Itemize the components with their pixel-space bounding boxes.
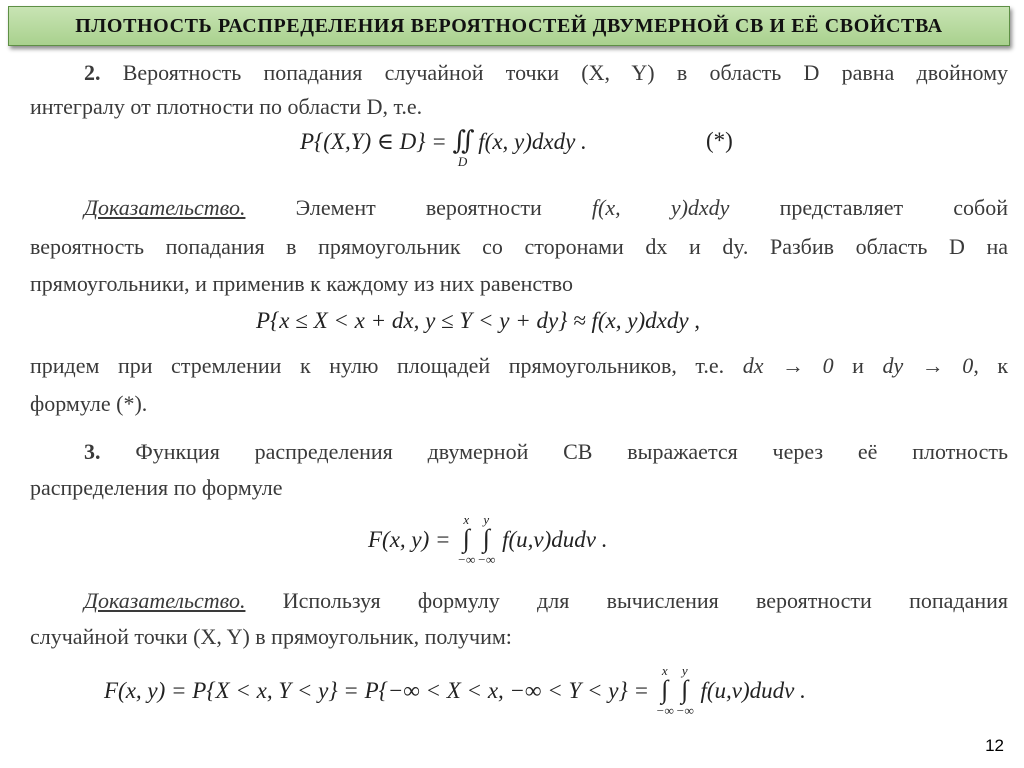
- slide-title-banner: [8, 6, 1010, 46]
- integral-sign-x: ∫ x −∞: [655, 663, 674, 718]
- proof-3-line-1: Доказательство. Используя формулу для вычисления вероятности попадания: [84, 588, 1009, 613]
- integral-sign-y: ∫ y −∞: [477, 512, 496, 567]
- slide-title: ПЛОТНОСТЬ РАСПРЕДЕЛЕНИЯ ВЕРОЯТНОСТЕЙ ДВУМЕРНОЙ СВ И ЕЁ СВОЙСТВА: [75, 14, 943, 37]
- property-3-line-1: 3. Функция распределения двумерной СВ выражается через её плотность: [84, 439, 1008, 464]
- integral-sign-y: ∫ y −∞: [675, 663, 694, 718]
- double-integral-sign: ∬ D: [452, 126, 475, 169]
- formula-distribution-function: F(x, y) = ∫ x −∞ ∫ y −∞ f(u,v)dudv .: [368, 512, 608, 567]
- proof-3-line-2: случайной точки (X, Y) в прямоугольник, получим:: [30, 624, 512, 649]
- property-3-line-2: распределения по формуле: [30, 475, 283, 500]
- proof-2-line-5: формуле (*).: [30, 391, 148, 416]
- proof-label: Доказательство.: [84, 588, 246, 613]
- formula-element-probability: P{x ≤ X < x + dx, y ≤ Y < y + dy} ≈ f(x, y)dxdy ,: [256, 308, 701, 333]
- proof-2-line-1: Доказательство. Элемент вероятности f(x, y)dxdy представляет собой: [84, 195, 1009, 220]
- property-2-line-1: 2. Вероятность попадания случайной точки (X, Y) в область D равна двойному: [84, 60, 1008, 85]
- proof-2-line-2: вероятность попадания в прямоугольник со сторонами dx и dy. Разбив область D на: [30, 234, 1008, 259]
- proof-2-line-3: прямоугольники, и применив к каждому из них равенство: [30, 271, 574, 296]
- proof-2-line-4: придем при стремлении к нулю площадей прямоугольников, т.е. dx → 0 и dy → 0, к: [30, 353, 1009, 378]
- page-number: 12: [985, 736, 1004, 755]
- formula-tag: (*): [706, 128, 733, 153]
- formula-distribution-proof: F(x, y) = P{X < x, Y < y} = P{−∞ < X < x, −∞ < Y < y} = ∫ x −∞ ∫ y −∞ f(u,v)dudv .: [104, 663, 806, 718]
- formula-probability-in-region: P{(X,Y) ∈ D} = ∬ D f(x, y)dxdy .: [300, 126, 587, 169]
- proof-label: Доказательство.: [84, 195, 246, 220]
- property-2-line-2: интегралу от плотности по области D, т.е.: [30, 94, 423, 119]
- integral-sign-x: ∫ x −∞: [457, 512, 476, 567]
